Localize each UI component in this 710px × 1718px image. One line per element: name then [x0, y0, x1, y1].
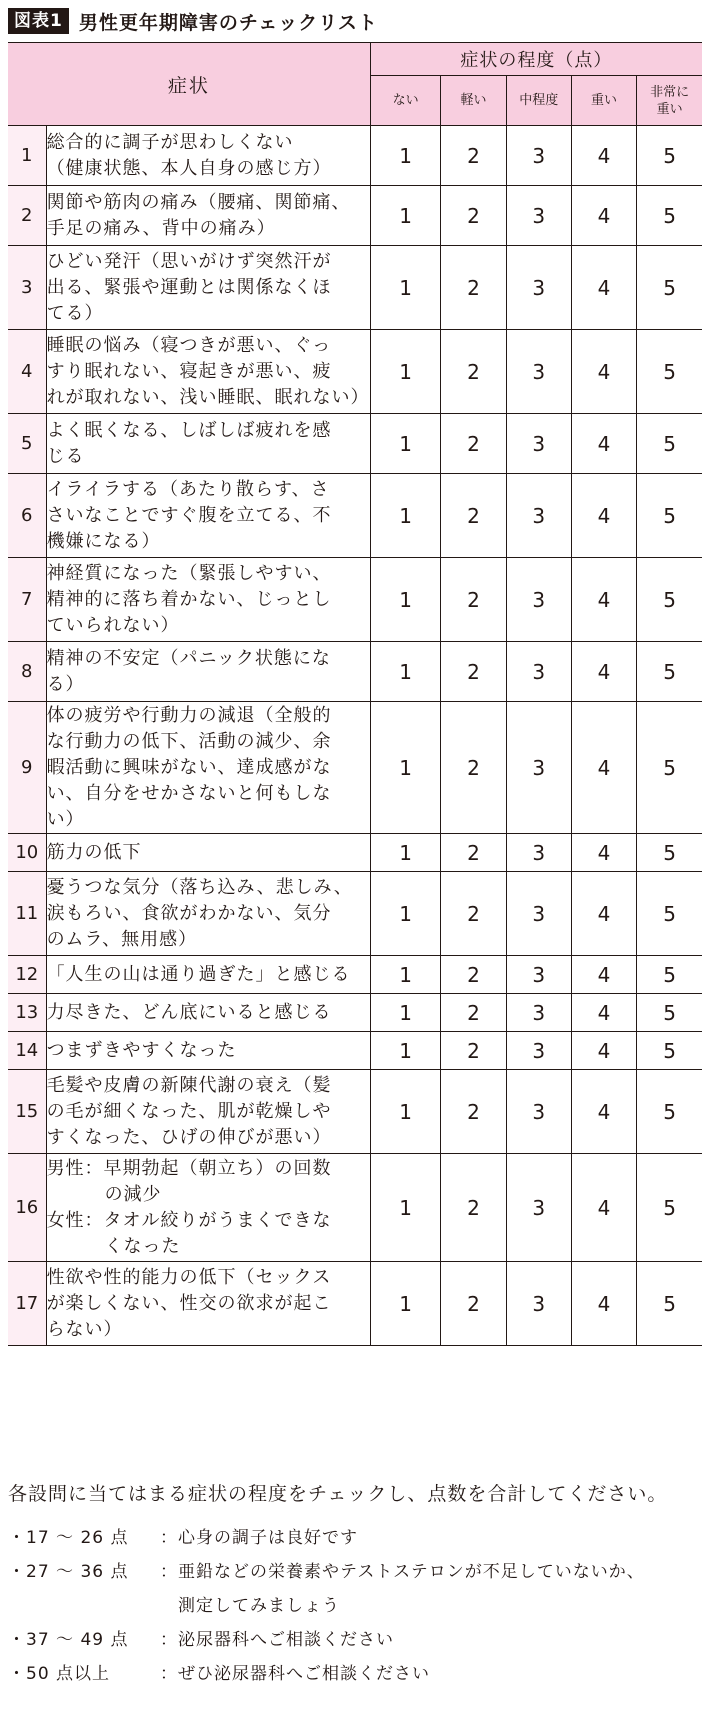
score-option[interactable]: 4 [571, 330, 636, 414]
symptom-cell [46, 872, 370, 956]
symptom-text-line: る） [46, 673, 85, 695]
symptom-text-line: らない） [46, 1318, 123, 1340]
symptom-text-line: 精神的に落ち着かない、じっとし [46, 588, 332, 610]
score-option[interactable]: 1 [370, 1262, 441, 1346]
score-option[interactable]: 4 [571, 834, 636, 872]
table-row [8, 994, 702, 1032]
score-option[interactable]: 5 [637, 834, 702, 872]
symptom-cell [46, 186, 370, 246]
row-number: 9 [8, 702, 46, 834]
symptom-text-line: てる） [46, 302, 104, 324]
score-option[interactable]: 3 [506, 642, 571, 702]
row-number: 11 [8, 872, 46, 956]
legend-item [8, 1623, 702, 1657]
score-option[interactable]: 3 [506, 1154, 571, 1262]
score-option[interactable]: 5 [637, 414, 702, 474]
row-number: 13 [8, 994, 46, 1032]
row-number: 6 [8, 474, 46, 558]
row-number: 7 [8, 558, 46, 642]
figure-title-text: 男性更年期障害のチェックリスト [78, 11, 378, 34]
symptom-text-line: の毛が細くなった、肌が乾燥しや [46, 1100, 332, 1122]
legend-description [160, 1555, 702, 1623]
score-option[interactable]: 1 [370, 872, 441, 956]
score-option[interactable]: 4 [571, 126, 636, 186]
score-option[interactable]: 2 [441, 1032, 506, 1070]
table-row [8, 246, 702, 330]
symptom-cell [46, 956, 370, 994]
symptom-cell [46, 834, 370, 872]
score-option[interactable]: 4 [571, 558, 636, 642]
symptom-cell [46, 1154, 370, 1262]
score-option[interactable]: 4 [571, 1262, 636, 1346]
score-option[interactable]: 5 [637, 330, 702, 414]
score-option[interactable]: 5 [637, 872, 702, 956]
symptom-cell [46, 558, 370, 642]
symptom-text-line: 暇活動に興味がない、達成感がな [46, 756, 332, 778]
score-option[interactable]: 4 [571, 246, 636, 330]
legend-range: ・17 ～ 26 点 [8, 1528, 129, 1548]
symptom-text-line: つまずきやすくなった [46, 1039, 237, 1061]
score-option[interactable]: 5 [637, 956, 702, 994]
figure-badge: 図表1 [8, 8, 69, 34]
score-option[interactable]: 3 [506, 126, 571, 186]
score-option[interactable]: 1 [370, 1070, 441, 1154]
symptom-text-line: 毛髪や皮膚の新陳代謝の衰え（髪 [46, 1074, 332, 1096]
score-option[interactable]: 1 [370, 330, 441, 414]
symptom-cell [46, 702, 370, 834]
score-option[interactable]: 1 [370, 474, 441, 558]
symptom-cell [46, 126, 370, 186]
score-option[interactable]: 3 [506, 994, 571, 1032]
symptom-text-line: 力尽きた、どん底にいると感じる [46, 1001, 332, 1023]
symptom-text-line: さいなことですぐ腹を立てる、不 [46, 504, 332, 526]
score-option[interactable]: 1 [370, 558, 441, 642]
score-option[interactable]: 2 [441, 1262, 506, 1346]
symptom-text-line: 憂うつな気分（落ち込み、悲しみ、 [46, 876, 353, 898]
score-legend [8, 1521, 702, 1691]
score-option[interactable]: 4 [571, 474, 636, 558]
row-number: 15 [8, 1070, 46, 1154]
legend-range: ・27 ～ 36 点 [8, 1562, 129, 1582]
symptom-text-line: 総合的に調子が思わしくない [46, 131, 294, 153]
score-option[interactable]: 2 [441, 558, 506, 642]
legend-item [8, 1657, 702, 1691]
score-option[interactable]: 1 [370, 702, 441, 834]
score-option[interactable]: 4 [571, 994, 636, 1032]
row-number: 4 [8, 330, 46, 414]
symptom-text-line: い、自分をせかさないと何もしな [46, 782, 332, 804]
table-row [8, 1262, 702, 1346]
row-number: 2 [8, 186, 46, 246]
score-option[interactable]: 5 [637, 186, 702, 246]
table-row [8, 330, 702, 414]
legend-description-line: 測定してみましょう [160, 1596, 340, 1616]
row-number: 5 [8, 414, 46, 474]
score-option[interactable]: 3 [506, 702, 571, 834]
symptom-text-line: じる [46, 445, 85, 467]
table-row [8, 834, 702, 872]
checklist-table [8, 42, 702, 1346]
symptom-cell [46, 474, 370, 558]
score-option[interactable]: 1 [370, 642, 441, 702]
score-option[interactable]: 5 [637, 1154, 702, 1262]
score-option[interactable]: 3 [506, 834, 571, 872]
score-option[interactable]: 4 [571, 186, 636, 246]
header-level-very-severe [637, 76, 702, 126]
symptom-text-line: 機嫌になる） [46, 530, 161, 552]
row-number: 10 [8, 834, 46, 872]
row-number: 16 [8, 1154, 46, 1262]
score-option[interactable]: 5 [637, 558, 702, 642]
score-option[interactable]: 2 [441, 414, 506, 474]
score-option[interactable]: 2 [441, 126, 506, 186]
legend-description [160, 1623, 702, 1657]
score-option[interactable]: 3 [506, 1070, 571, 1154]
instruction-text: 各設問に当てはまる症状の程度をチェックし、点数を合計してください。 [8, 1483, 668, 1505]
score-option[interactable]: 2 [441, 330, 506, 414]
score-option[interactable]: 2 [441, 186, 506, 246]
header-level-moderate: 中程度 [506, 76, 571, 126]
score-option[interactable]: 4 [571, 1032, 636, 1070]
score-option[interactable]: 2 [441, 1070, 506, 1154]
score-option[interactable]: 4 [571, 956, 636, 994]
table-row [8, 126, 702, 186]
symptom-text-line: 男性：早期勃起（朝立ち）の回数 [46, 1157, 332, 1179]
score-option[interactable]: 5 [637, 702, 702, 834]
symptom-text-line: すくなった、ひげの伸びが悪い） [46, 1126, 332, 1148]
score-option[interactable]: 3 [506, 474, 571, 558]
table-row [8, 1070, 702, 1154]
table-row [8, 186, 702, 246]
header-level-severe: 重い [571, 76, 636, 126]
header-degree: 症状の程度（点） [370, 43, 702, 76]
score-option[interactable]: 1 [370, 1032, 441, 1070]
score-option[interactable]: 5 [637, 642, 702, 702]
symptom-text-line: 「人生の山は通り過ぎた」と感じる [46, 963, 351, 985]
symptom-text-line: のムラ、無用感） [46, 928, 198, 950]
score-option[interactable]: 2 [441, 872, 506, 956]
table-row [8, 474, 702, 558]
symptom-text-line: い） [46, 808, 85, 830]
symptom-text-line: イライラする（あたり散らす、さ [46, 478, 330, 500]
legend-description [160, 1521, 702, 1555]
table-row [8, 872, 702, 956]
row-number: 3 [8, 246, 46, 330]
table-row [8, 1154, 702, 1262]
score-option[interactable]: 2 [441, 474, 506, 558]
symptom-text-line: 涙もろい、食欲がわかない、気分 [46, 902, 332, 924]
score-option[interactable]: 5 [637, 474, 702, 558]
score-option[interactable]: 3 [506, 558, 571, 642]
table-row [8, 414, 702, 474]
score-option[interactable]: 4 [571, 414, 636, 474]
header-symptom: 症状 [8, 43, 370, 126]
symptom-text-line: 性欲や性的能力の低下（セックス [46, 1266, 332, 1288]
score-option[interactable]: 4 [571, 642, 636, 702]
score-option[interactable]: 4 [571, 1070, 636, 1154]
score-option[interactable]: 5 [637, 994, 702, 1032]
legend-description [160, 1657, 702, 1691]
score-option[interactable]: 1 [370, 1154, 441, 1262]
score-option[interactable]: 1 [370, 994, 441, 1032]
symptom-cell [46, 246, 370, 330]
symptom-text-line: れが取れない、浅い睡眠、眠れない） [46, 386, 370, 408]
symptom-text-line: ていられない） [46, 614, 180, 636]
symptom-text-line: 女性：タオル絞りがうまくできな [46, 1209, 332, 1231]
score-option[interactable]: 4 [571, 702, 636, 834]
score-option[interactable]: 2 [441, 956, 506, 994]
table-row [8, 642, 702, 702]
score-option[interactable]: 5 [637, 1070, 702, 1154]
header-level-none: ない [370, 76, 441, 126]
figure-title [8, 8, 378, 34]
score-option[interactable]: 5 [637, 246, 702, 330]
symptom-text-line: 手足の痛み、背中の痛み） [46, 217, 276, 239]
score-option[interactable]: 4 [571, 1154, 636, 1262]
score-option[interactable]: 3 [506, 1032, 571, 1070]
score-option[interactable]: 2 [441, 994, 506, 1032]
legend-range: ・37 ～ 49 点 [8, 1630, 129, 1650]
symptom-text-line: ひどい発汗（思いがけず突然汗が [46, 250, 332, 272]
symptom-text-line: よく眠くなる、しばしば疲れを感 [46, 419, 332, 441]
legend-description-line: ：ぜひ泌尿器科へご相談ください [160, 1664, 430, 1684]
score-option[interactable]: 3 [506, 330, 571, 414]
score-option[interactable]: 3 [506, 246, 571, 330]
symptom-text-line: 精神の不安定（パニック状態にな [46, 647, 331, 669]
score-option[interactable]: 3 [506, 872, 571, 956]
symptom-text-line: が楽しくない、性交の欲求が起こ [46, 1292, 332, 1314]
symptom-cell [46, 414, 370, 474]
table-row [8, 558, 702, 642]
symptom-text-line: の減少 [104, 1183, 162, 1205]
row-number: 14 [8, 1032, 46, 1070]
symptom-text-line: な行動力の低下、活動の減少、余 [46, 730, 332, 752]
score-option[interactable]: 4 [571, 872, 636, 956]
score-option[interactable]: 3 [506, 414, 571, 474]
checklist-rows [8, 126, 702, 1346]
table-row [8, 1032, 702, 1070]
score-option[interactable]: 1 [370, 186, 441, 246]
row-number: 17 [8, 1262, 46, 1346]
legend-description-line: ：泌尿器科へご相談ください [160, 1630, 394, 1650]
score-option[interactable]: 3 [506, 186, 571, 246]
score-option[interactable]: 2 [441, 642, 506, 702]
symptom-cell [46, 642, 370, 702]
header-level-very-severe-label: 非常に重い [650, 84, 690, 117]
score-option[interactable]: 1 [370, 246, 441, 330]
legend-range: ・50 点以上 [8, 1664, 111, 1684]
row-number: 12 [8, 956, 46, 994]
symptom-text-line: 体の疲労や行動力の減退（全般的 [46, 704, 332, 726]
symptom-text-line: 睡眠の悩み（寝つきが悪い、ぐっ [46, 334, 332, 356]
symptom-cell [46, 994, 370, 1032]
table-row [8, 702, 702, 834]
symptom-text-line: 関節や筋肉の痛み（腰痛、関節痛、 [46, 191, 351, 213]
symptom-text-line: 筋力の低下 [46, 841, 142, 863]
legend-item [8, 1555, 702, 1623]
score-option[interactable]: 3 [506, 1262, 571, 1346]
score-option[interactable]: 1 [370, 956, 441, 994]
legend-description-line: ：心身の調子は良好です [160, 1528, 358, 1548]
legend-description-line: ：亜鉛などの栄養素やテストステロンが不足していないか、 [160, 1562, 645, 1582]
score-option[interactable]: 2 [441, 246, 506, 330]
legend-item [8, 1521, 702, 1555]
score-option[interactable]: 5 [637, 1262, 702, 1346]
table-row [8, 956, 702, 994]
row-number: 8 [8, 642, 46, 702]
symptom-text-line: くなった [104, 1235, 181, 1257]
symptom-text-line: （健康状態、本人自身の感じ方） [46, 157, 332, 179]
row-number: 1 [8, 126, 46, 186]
header-level-mild: 軽い [441, 76, 506, 126]
score-option[interactable]: 3 [506, 956, 571, 994]
score-option[interactable]: 1 [370, 126, 441, 186]
symptom-text-line: すり眠れない、寝起きが悪い、疲 [46, 360, 332, 382]
score-option[interactable]: 2 [441, 1154, 506, 1262]
score-option[interactable]: 1 [370, 834, 441, 872]
score-option[interactable]: 5 [637, 126, 702, 186]
symptom-text-line: 出る、緊張や運動とは関係なくほ [46, 276, 332, 298]
symptom-cell [46, 330, 370, 414]
symptom-cell [46, 1032, 370, 1070]
score-option[interactable]: 5 [637, 1032, 702, 1070]
score-option[interactable]: 2 [441, 834, 506, 872]
score-option[interactable]: 1 [370, 414, 441, 474]
symptom-cell [46, 1262, 370, 1346]
symptom-cell [46, 1070, 370, 1154]
score-option[interactable]: 2 [441, 702, 506, 834]
symptom-text-line: 神経質になった（緊張しやすい、 [46, 562, 332, 584]
